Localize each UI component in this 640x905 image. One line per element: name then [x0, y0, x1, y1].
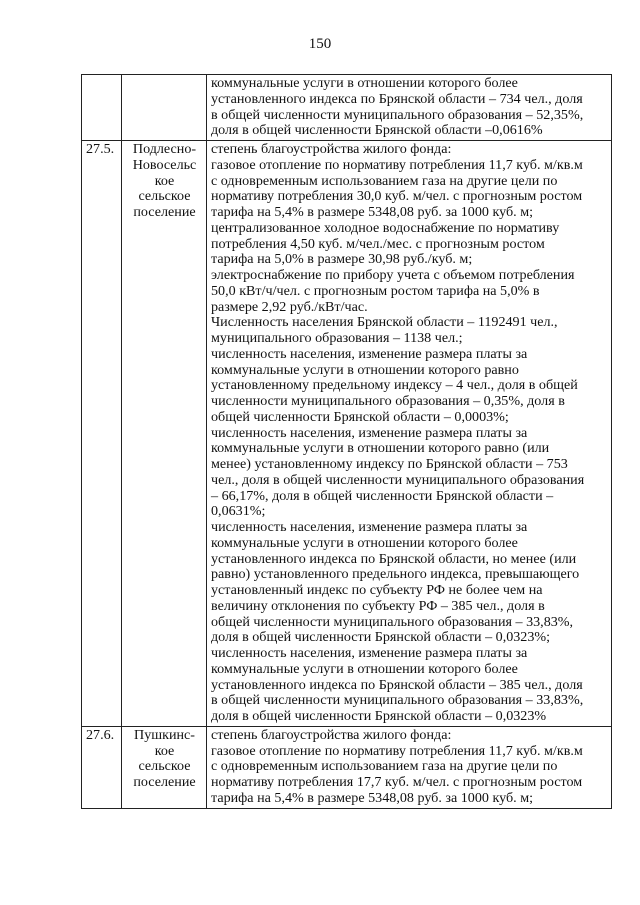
settlement-name-line: поселение [133, 204, 196, 220]
description-line: общей численности Брянской области – 0,0003%; [211, 408, 509, 425]
row-number: 27.5. [86, 141, 115, 157]
settlement-name-cell [122, 141, 207, 727]
description-line: в общей численности муниципального образования – 52,35%, [211, 106, 584, 123]
description-line: численность населения, изменение размера платы за [211, 345, 528, 362]
settlement-name-line: сельское [138, 758, 191, 775]
settlement-name-cell [122, 726, 207, 808]
settlement-name-line: поселение [133, 774, 196, 790]
row-number-cell [82, 726, 122, 808]
row-number-cell [82, 75, 122, 141]
tariff-table-body [82, 75, 612, 809]
description-line: с одновременным использованием газа на другие цели по [211, 172, 558, 189]
description-line: численность населения, изменение размера платы за [211, 424, 528, 441]
description-line: тарифа на 5,4% в размере 5348,08 руб. за 1000 куб. м; [211, 789, 534, 806]
description-line: 0,0631%; [211, 503, 266, 520]
settlement-name-line: сельское [138, 188, 191, 205]
description-line: численности муниципального образования – 0,35%, доля в [211, 393, 565, 409]
description-line: централизованное холодное водоснабжение по нормативу [211, 219, 560, 236]
description-line: чел., доля в общей численности муниципального образования [211, 471, 585, 488]
settlement-name-line: кое [154, 742, 175, 759]
description-line: установленного индекса по Брянской области – 734 чел., доля [211, 90, 583, 107]
description-line: коммунальные услуги в отношении которого равно [211, 361, 519, 378]
description-line: установленный индекс по субъекту РФ не более чем на [211, 582, 543, 598]
description-line: величину отклонения по субъекту РФ – 385 чел., доля в [211, 597, 545, 614]
page-number: 150 [308, 36, 332, 52]
description-line: численность населения, изменение размера платы за [211, 645, 528, 661]
description-line: электроснабжение по прибору учета с объемом потребления [211, 267, 575, 283]
settlement-name-line: Новосельс [132, 156, 197, 173]
description-line: доля в общей численности Брянской области –0,0616% [211, 122, 543, 139]
description-line: с одновременным использованием газа на другие цели по [211, 758, 558, 775]
description-line: коммунальные услуги в отношении которого более [211, 534, 518, 551]
description-line: установленного индекса по Брянской области, но менее (или [211, 550, 577, 567]
description-line: в общей численности муниципального образования – 33,83%, [211, 692, 584, 709]
tariff-table [81, 74, 612, 809]
settlement-name-line: кое [154, 172, 175, 189]
description-line: тарифа на 5,4% в размере 5348,08 руб. за 1000 куб. м; [211, 204, 534, 220]
description-line: установленного индекса по Брянской области – 385 чел., доля [211, 676, 583, 693]
description-line: доля в общей численности Брянской области – 0,0323% [211, 708, 547, 724]
table-row [82, 141, 612, 727]
description-line: равно) установленного предельного индекса, превышающего [211, 566, 580, 583]
description-line: газовое отопление по нормативу потребления 11,7 куб. м/кв.м [211, 742, 583, 759]
description-line: степень благоустройства жилого фонда: [211, 141, 452, 157]
description-line: коммунальные услуги в отношении которого более [211, 75, 518, 91]
description-line: муниципального образования – 1138 чел.; [211, 330, 463, 346]
description-cell [207, 141, 612, 727]
row-number: 27.6. [86, 726, 115, 743]
description-line: доля в общей численности Брянской области – 0,0323%; [211, 629, 551, 646]
description-line: газовое отопление по нормативу потребления 11,7 куб. м/кв.м [211, 156, 583, 173]
description-line: тарифа на 5,0% в размере 30,98 руб./куб. м; [211, 251, 473, 268]
settlement-name-line: Подлесно- [132, 141, 197, 157]
row-number-cell [82, 141, 122, 727]
description-line: 50,0 кВт/ч/чел. с прогнозным ростом тарифа на 5,0% в [211, 282, 540, 299]
description-line: Численность населения Брянской области – 1192491 чел., [211, 314, 558, 331]
table-row [82, 75, 612, 141]
description-line: нормативу потребления 30,0 куб. м/чел. с прогнозным ростом [211, 188, 583, 205]
description-cell [207, 75, 612, 141]
description-line: потребления 4,50 куб. м/чел./мес. с прогнозным ростом [211, 235, 545, 252]
settlement-name-cell [122, 75, 207, 141]
description-cell [207, 726, 612, 808]
description-line: коммунальные услуги в отношении которого равно (или [211, 440, 550, 457]
description-line: степень благоустройства жилого фонда: [211, 726, 452, 743]
description-line: установленному предельному индексу – 4 чел., доля в общей [211, 377, 578, 394]
description-line: менее) установленному индексу по Брянской области – 753 [211, 456, 568, 472]
description-line: нормативу потребления 17,7 куб. м/чел. с прогнозным ростом [211, 774, 583, 790]
description-line: – 66,17%, доля в общей численности Брянской области – [211, 487, 554, 504]
description-line: общей численности муниципального образования – 33,83%, [211, 613, 574, 630]
settlement-name-line: Пушкинс- [134, 726, 195, 743]
description-line: численность населения, изменение размера платы за [211, 519, 528, 535]
description-line: размере 2,92 руб./кВт/час. [211, 298, 368, 315]
table-row [82, 726, 612, 808]
description-line: коммунальные услуги в отношении которого более [211, 660, 518, 677]
